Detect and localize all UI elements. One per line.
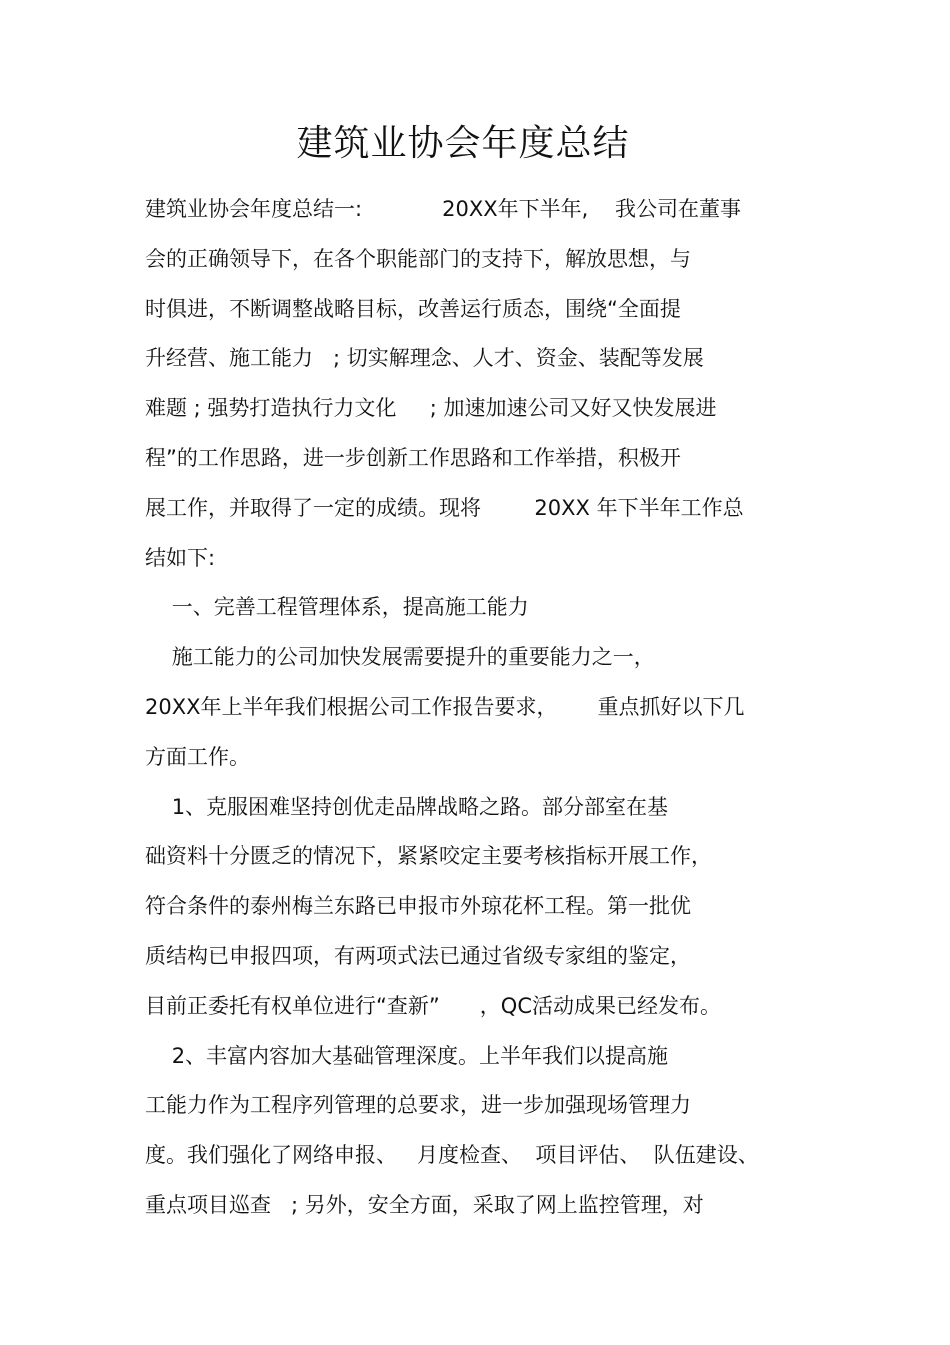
body-line: 程”的工作思路，进一步创新工作思路和工作举措，积极开 xyxy=(145,445,681,470)
body-line: 础资料十分匮乏的情况下，紧紧咬定主要考核指标开展工作， xyxy=(145,844,712,869)
body-line: 质结构已申报四项，有两项式法已通过省级专家组的鉴定， xyxy=(145,943,691,968)
body-line: 重点项目巡查 ; 另外，安全方面，采取了网上监控管理，对 xyxy=(145,1192,704,1217)
body-line: 会的正确领导下，在各个职能部门的支持下，解放思想，与 xyxy=(145,246,691,271)
body-line: 工能力作为工程序列管理的总要求，进一步加强现场管理力 xyxy=(145,1093,691,1118)
body-line: 1、克服困难坚持创优走品牌战略之路。部分部室在基 xyxy=(145,794,669,819)
document-title: 建筑业协会年度总结 xyxy=(296,123,630,164)
section-heading: 一、完善工程管理体系，提高施工能力 xyxy=(145,595,529,620)
body-line: 时俱进，不断调整战略目标，改善运行质态，围绕“全面提 xyxy=(145,296,681,321)
body-line: 度。我们强化了网络申报、 月度检查、 项目评估、 队伍建设、 xyxy=(145,1143,759,1168)
body-line: 施工能力的公司加快发展需要提升的重要能力之一， xyxy=(145,645,655,670)
body-line: 展工作，并取得了一定的成绩。现将 20XX 年下半年工作总 xyxy=(145,495,744,520)
body-line: 符合条件的泰州梅兰东路已申报市外琼花杯工程。第一批优 xyxy=(145,894,691,919)
body-line: 2、丰富内容加大基础管理深度。上半年我们以提高施 xyxy=(145,1043,669,1068)
body-line: 方面工作。 xyxy=(145,744,250,769)
body-line: 升经营、施工能力 ; 切实解理念、人才、资金、装配等发展 xyxy=(145,346,704,371)
body-line: 目前正委托有权单位进行“查新” ，QC活动成果已经发布。 xyxy=(145,993,722,1018)
body-line: 结如下: xyxy=(145,545,216,570)
document-body xyxy=(145,185,805,1231)
body-line: 20XX年上半年我们根据公司工作报告要求， 重点抓好以下几 xyxy=(145,694,745,719)
body-line: 难题 ; 强势打造执行力文化 ; 加速加速公司又好又快发展进 xyxy=(145,396,717,421)
body-line: 建筑业协会年度总结一: 20XX年下半年, 我公司在董事 xyxy=(145,197,742,221)
